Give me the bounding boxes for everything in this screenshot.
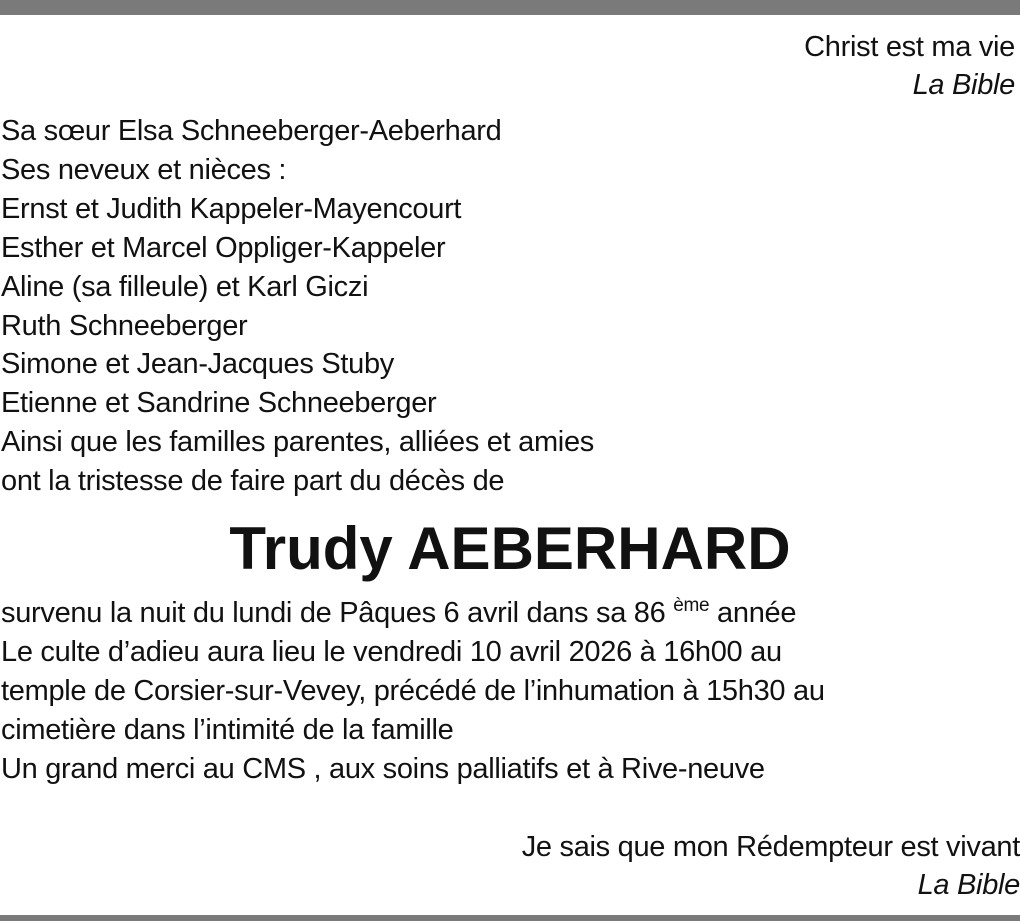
family-line: Simone et Jean-Jacques Stuby: [1, 348, 394, 381]
family-line: ont la tristesse de faire part du décès de: [1, 465, 505, 498]
footer-quote-source: La Bible: [917, 869, 1020, 901]
ordinal-suffix: ème: [673, 595, 710, 616]
bottom-border: [0, 915, 1020, 921]
header-quote-source: La Bible: [912, 69, 1015, 101]
header-quote: [804, 28, 1015, 104]
ceremony-line: temple de Corsier-sur-Vevey, précédé de l’inhumation à 15h30 au: [1, 674, 825, 707]
family-line: Ainsi que les familles parentes, alliées et amies: [1, 426, 594, 459]
ceremony-line: cimetière dans l’intimité de la famille: [1, 713, 454, 746]
family-line: Ernst et Judith Kappeler-Mayencourt: [1, 192, 462, 225]
death-line-text: survenu la nuit du lundi de Pâques 6 avril dans sa 86: [1, 597, 666, 629]
death-line: [1, 594, 825, 633]
footer-quote: [522, 828, 1020, 904]
ceremony-details: [1, 594, 825, 789]
top-border: [0, 0, 1020, 15]
deceased-name: Trudy AEBERHARD: [229, 515, 791, 582]
family-line: Aline (sa filleule) et Karl Giczi: [1, 270, 369, 303]
family-line: Ses neveux et nièces :: [1, 153, 287, 186]
family-line: Ruth Schneeberger: [1, 309, 248, 342]
family-line: Sa sœur Elsa Schneeberger-Aeberhard: [1, 115, 502, 147]
footer-quote-text: Je sais que mon Rédempteur est vivant: [521, 831, 1020, 863]
family-line: Etienne et Sandrine Schneeberger: [1, 387, 437, 420]
family-list: [1, 112, 594, 501]
thanks-line: Un grand merci au CMS , aux soins palliatifs et à Rive-neuve: [1, 752, 765, 785]
ceremony-line: Le culte d’adieu aura lieu le vendredi 10 avril 2026 à 16h00 au: [1, 635, 782, 668]
family-line: Esther et Marcel Oppliger-Kappeler: [1, 231, 446, 264]
death-line-end: année: [709, 597, 797, 629]
header-quote-text: Christ est ma vie: [804, 31, 1015, 63]
